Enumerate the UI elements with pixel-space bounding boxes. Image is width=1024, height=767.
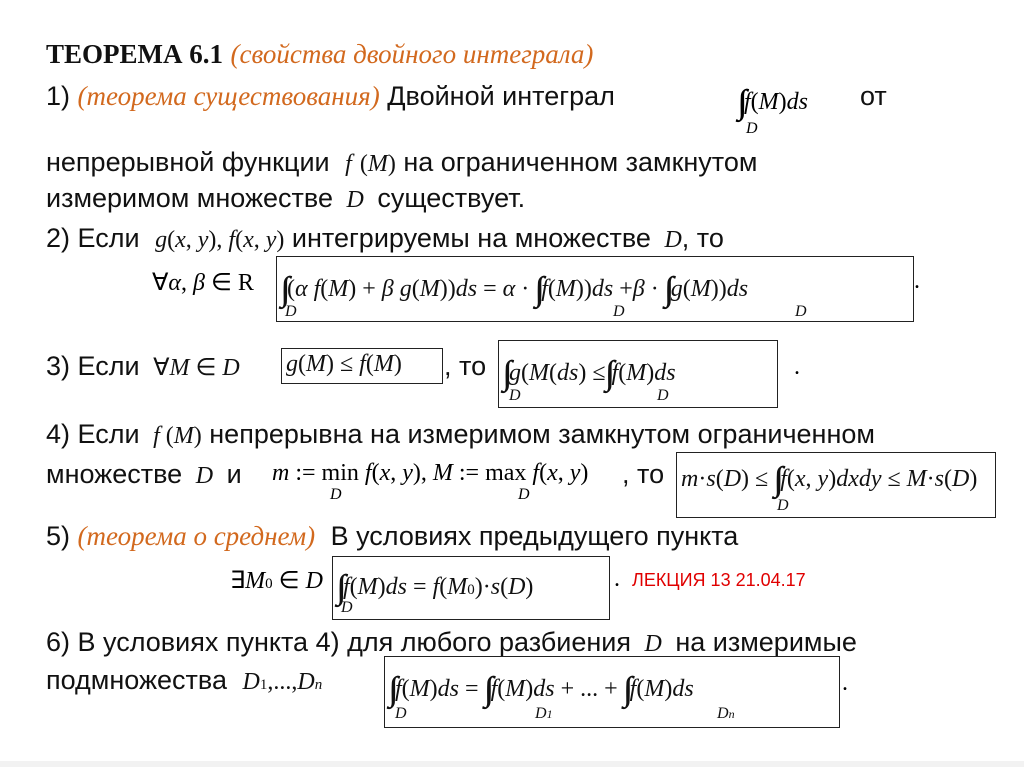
monotonicity-formula-box: g(M(ds) ≤ f(M)ds D D (498, 340, 778, 408)
item-4-line-1: 4) Если f (M) непрерывна на измеримом замкнутом ограниченном (46, 419, 875, 449)
forall-alpha-beta: ∀α, β ∈ R (152, 270, 254, 296)
lecture-note: ЛЕКЦИЯ 13 21.04.17 (632, 570, 806, 590)
mean-value-theorem-label: (теорема о среднем) (77, 521, 316, 551)
item-5-line: 5) (теорема о среднем) В условиях предыдущего пункта (46, 521, 739, 551)
exists-m0: ∃M0 ∈ D (230, 568, 323, 594)
bounds-formula-box: m·s(D) ≤ f(x, y)dxdy ≤ M·s(D) D (676, 452, 996, 518)
item-6-line-1: 6) В условиях пункта 4) для любого разбиения D на измеримые (46, 627, 857, 657)
item-1-line-2: непрерывной функции f (M) на ограниченном замкнутом (46, 147, 758, 177)
additivity-formula-box: f(M)ds = f(M)ds + ... + f(M)ds D D1 Dn (384, 656, 840, 728)
footer-strip (0, 761, 1024, 767)
integral-f-ds: f(M)ds D (744, 89, 809, 137)
linearity-formula-box: (α f(M) + β g(M))ds = α · f(M))ds +β · g(M))ds D D D (276, 256, 914, 322)
inequality-g-le-f-box: g(M) ≤ f(M) (281, 348, 443, 384)
item-3-line: 3) Если ∀M ∈ D (46, 351, 240, 381)
theorem-subtitle: (свойства двойного интеграла) (230, 39, 594, 69)
item-1-line-3: измеримом множестве D существует. (46, 183, 526, 213)
theorem-title: ТЕОРЕМА 6.1 (46, 39, 224, 69)
min-max-definitions: m := min f(x, y), M := max f(x, y) D D (272, 460, 589, 503)
existence-theorem-label: (теорема существования) (77, 81, 380, 111)
item-6-line-2: подмножества D1,...,Dn (46, 665, 323, 695)
mean-value-formula-box: f(M)ds = f(M0)·s(D) D (332, 556, 610, 620)
theorem-title-line (46, 38, 593, 70)
item-2-line: 2) Если g(x, y), f(x, y) интегрируемы на множестве D, то (46, 223, 724, 253)
item-4-line-2: множестве D и (46, 459, 242, 489)
item-1-line-1: 1) (теорема существования) Двойной интеграл (46, 81, 615, 111)
slide: ТЕОРЕМА 6.1 (свойства двойного интеграла) 1) (теорема существования) Двойной интеграл f(M)ds D от непрерывной функции f (M) на ограниченном замкнутом измеримом множестве D существует. 2) Если g(x, y), f(x, y) интегрируемы на множестве D, то ∀α, β ∈ R (α f(M) + β g(M))ds = α · f(M))ds +β · g(M))ds D D D . 3) Если ∀M ∈ D g(M) ≤ f(M) , то g(M(ds) ≤ f(M)ds D D . 4) Если f (M) непрерывна на измеримом замкнутом ограниченном множестве D и m := min f(x, y), M := max f(x, y) D D , то m·s(D) ≤ f(x, y)dxdy ≤ M·s(D) D 5) (теорема о среднем) В условиях предыдущего пункта ∃M0 ∈ D f(M)ds = f(M0)·s(D) D . ЛЕКЦИЯ 13 21.04.17 6) В условиях пункта 4) для любого разбиения D на измеримые подмножества D1,...,Dn f(M)ds = f(M)ds + ... + f(M)ds D D1 Dn . (0, 0, 1024, 767)
